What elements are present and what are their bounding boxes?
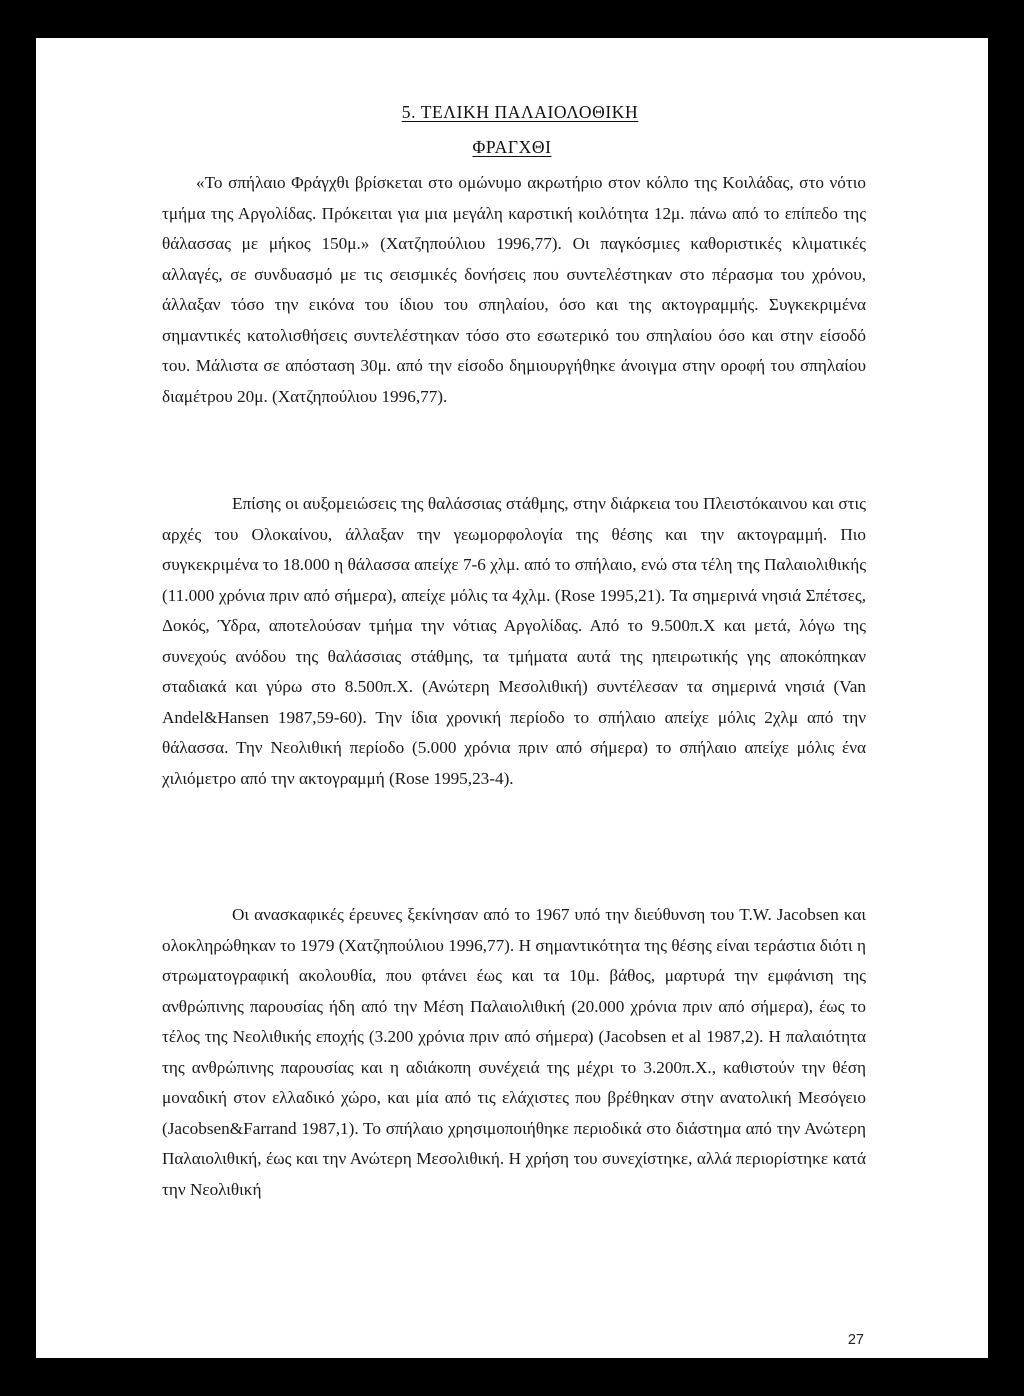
paragraph-2 bbox=[162, 489, 866, 794]
paragraph-text: Επίσης οι αυξομειώσεις της θαλάσσιας στάθμης, στην διάρκεια του Πλειστόκαινου και στις αρχές του Ολοκαίνου, άλλαξαν την γεωμορφολογία της θέσης και την ακτογραμμή. Πιο συγκεκριμένα το 18.000 η θάλασσα απείχε 7-6 χλμ. από το σπήλαιο, ενώ στα τέλη της Παλαιολιθικής (11.000 χρόνια πριν από σήμερα), απείχε μόλις τα 4χλμ. (Rose 1995,21). Τα σημερινά νησιά Σπέτσες, Δοκός, Ύδρα, αποτελούσαν τμήμα την νότιας Αργολίδας. Από το 9.500π.Χ και μετά, λόγω της συνεχούς ανόδου της θαλάσσιας στάθμης, τα τμήματα αυτά της ηπειρωτικής γης αποκόπηκαν σταδιακά και γύρω στο 8.500π.Χ. (Ανώτερη Μεσολιθική) συντέλεσαν τα σημερινά νησιά (Van Andel&Hansen 1987,59-60). Την ίδια χρονική περίοδο το σπήλαιο απείχε μόλις 2χλμ από την θάλασσα. Την Νεολιθική περίοδο (5.000 χρόνια πριν από σήμερα) το σπήλαιο απείχε μόλις ένα χιλιόμετρο από την ακτογραμμή (Rose 1995,23-4). bbox=[162, 494, 866, 788]
section-subheading: ΦΡΑΓΧΘΙ bbox=[472, 137, 552, 157]
paragraph-text: «Το σπήλαιο Φράγχθι βρίσκεται στο ομώνυμο ακρωτήριο στον κόλπο της Κοιλάδας, στο νότιο τμήμα της Αργολίδας. Πρόκειται για μια μεγάλη καρστική κοιλότητα 12μ. πάνω από το επίπεδο της θάλασσας με μήκος 150μ.» (Χατζηπούλιου 1996,77). Οι παγκόσμιες καθοριστικές κλιματικές αλλαγές, σε συνδυασμό με τις σεισμικές δονήσεις που συντελέστηκαν στο πέρασμα του χρόνου, άλλαξαν τόσο την εικόνα του ίδιου του σπηλαίου, όσο και της ακτογραμμής. Συγκεκριμένα σημαντικές κατολισθήσεις συντελέστηκαν τόσο στο εσωτερικό του σπηλαίου όσο και στην είσοδό του. Μάλιστα σε απόσταση 30μ. από την είσοδο δημιουργήθηκε άνοιγμα στην οροφή του σπηλαίου διαμέτρου 20μ. (Χατζηπούλιου 1996,77). bbox=[162, 173, 866, 406]
paragraph-1 bbox=[162, 168, 866, 412]
section-heading: 5. ΤΕΛΙΚΗ ΠΑΛΑΙΟΛΟΘΙΚΗ bbox=[401, 102, 639, 122]
paragraph-text: Οι ανασκαφικές έρευνες ξεκίνησαν από το 1967 υπό την διεύθυνση του T.W. Jacobsen και ολοκληρώθηκαν το 1979 (Χατζηπούλιου 1996,77). Η σημαντικότητα της θέσης είναι τεράστια διότι η στρωματογραφική ακολουθία, που φτάνει έως και τα 10μ. βάθος, μαρτυρά την εμφάνιση της ανθρώπινης παρουσίας ήδη από την Μέση Παλαιολιθική (20.000 χρόνια πριν από σήμερα), έως το τέλος της Νεολιθικής εποχής (3.200 χρόνια πριν από σήμερα) (Jacobsen et al 1987,2). Η παλαιότητα της ανθρώπινης παρουσίας και η αδιάκοπη συνέχειά της μέχρι το 3.200π.Χ., καθιστούν την θέση μοναδική στον ελλαδικό χώρο, και μία από τις ελάχιστες που βρέθηκαν στην ανατολική Μεσόγειο (Jacobsen&Farrand 1987,1). Το σπήλαιο χρησιμοποιήθηκε περιοδικά στο διάστημα από την Ανώτερη Παλαιολιθική, έως και την Ανώτερη Μεσολιθική. Η χρήση του συνεχίστηκε, αλλά περιορίστηκε κατά την Νεολιθική bbox=[162, 905, 866, 1199]
page-number: 27 bbox=[847, 1332, 864, 1348]
paragraph-3 bbox=[162, 900, 866, 1205]
